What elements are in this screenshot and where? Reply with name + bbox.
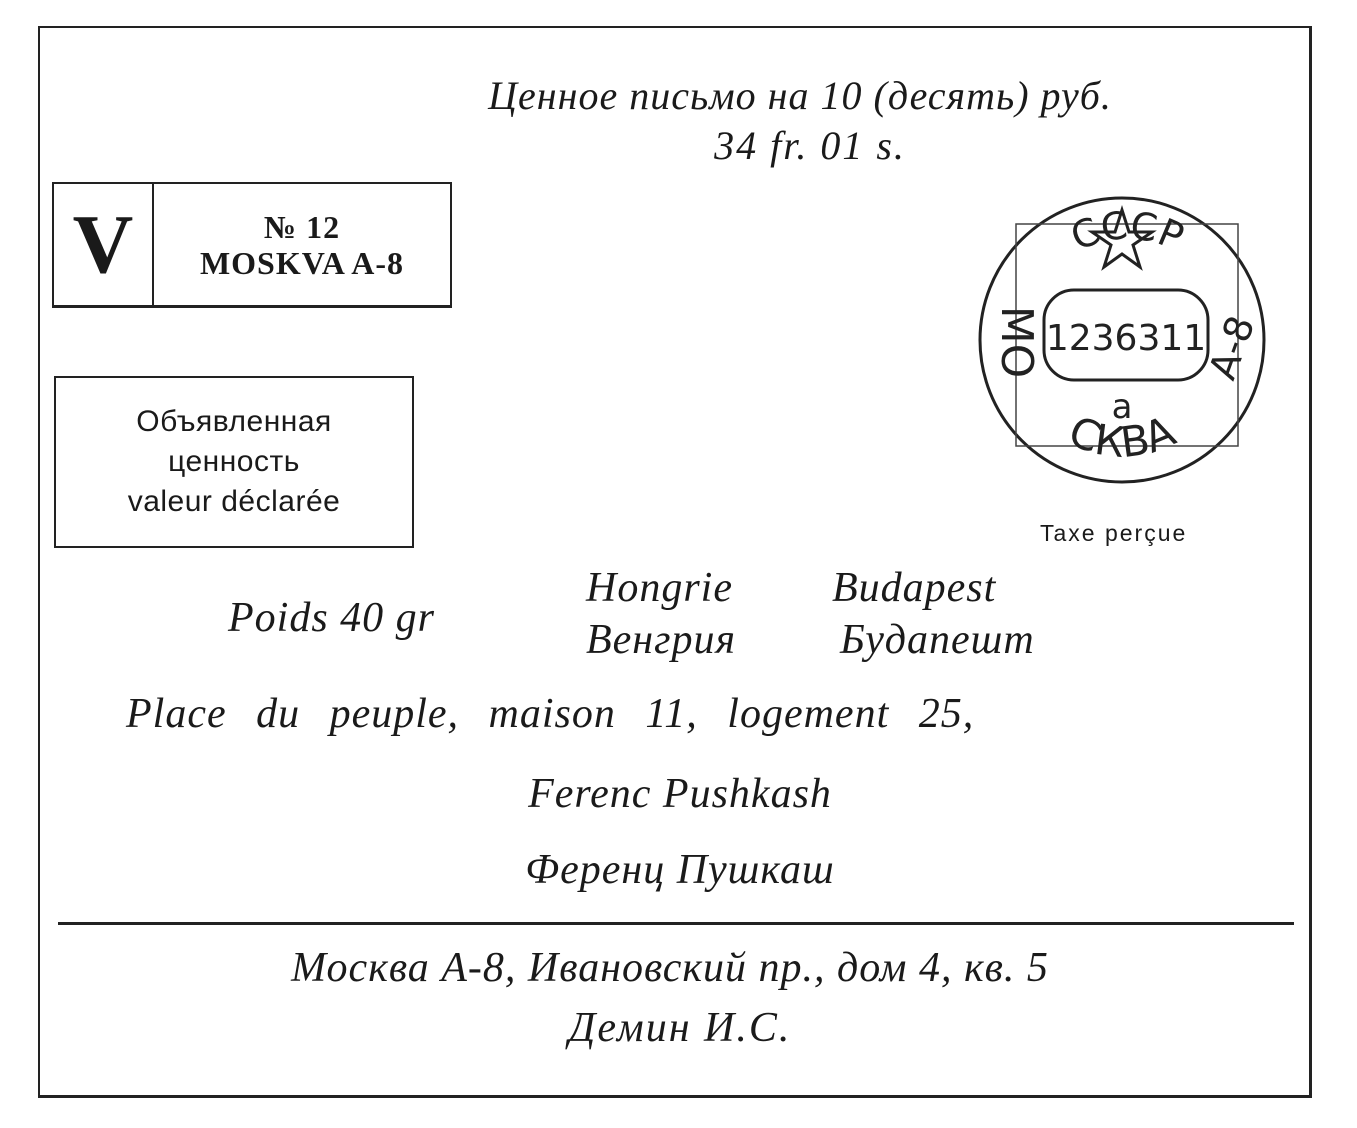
sender-address: Москва А-8, Ивановский пр., дом 4, кв. 5 xyxy=(291,945,1049,991)
street-address: Place du peuple, maison 11, logement 25, xyxy=(126,691,975,737)
declared-value-line-2: ценность xyxy=(168,445,300,478)
postmark-date-code: 1236311 xyxy=(1045,318,1207,359)
sender-name: Демин И.С. xyxy=(568,1005,792,1051)
postmark-bottom-text: СКВА xyxy=(1061,406,1183,468)
postmark-index-letter: а xyxy=(1111,387,1133,427)
registration-office: MOSKVA A-8 xyxy=(199,244,405,281)
taxe-percue-label: Taxe perçue xyxy=(1040,520,1188,546)
postmark-left-text: МО xyxy=(991,305,1042,379)
declared-value-line-1: Объявленная xyxy=(136,405,332,438)
registration-details xyxy=(154,184,450,305)
recipient-name-latin: Ferenc Pushkash xyxy=(528,771,832,817)
weight-text: Poids 40 gr xyxy=(228,595,436,641)
sender-divider xyxy=(58,922,1294,925)
letter-value-text: Ценное письмо на 10 (десять) руб. xyxy=(488,73,1112,118)
city-russian: Будапешт xyxy=(840,617,1035,663)
declared-value-box xyxy=(54,376,414,548)
recipient-name-cyrillic: Ференц Пушкаш xyxy=(525,847,835,893)
registration-label xyxy=(52,182,452,308)
postmark-stamp xyxy=(972,192,1272,492)
registration-number: № 12 xyxy=(263,208,341,245)
postmark-top-text: СССР xyxy=(1064,203,1190,260)
letter-value-francs: 34 fr. 01 s. xyxy=(714,123,906,168)
country-russian: Венгрия xyxy=(586,617,737,663)
declared-value-line-3: valeur déclarée xyxy=(127,485,341,518)
country-french: Hongrie xyxy=(586,565,733,611)
city-french: Budapest xyxy=(832,565,997,611)
registration-letter: V xyxy=(54,184,154,305)
postmark-right-text: А-8 xyxy=(1200,310,1264,386)
